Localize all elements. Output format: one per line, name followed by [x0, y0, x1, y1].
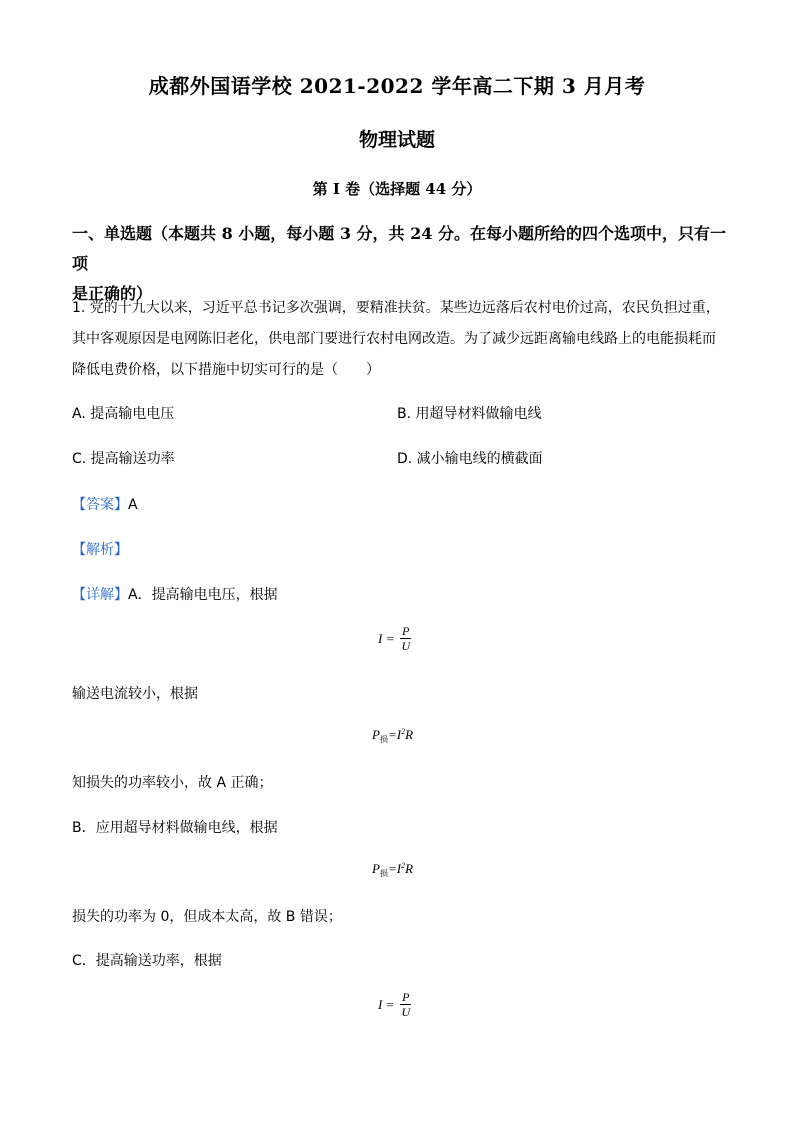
formula-2-p: P — [372, 727, 380, 742]
formula-4 — [378, 990, 412, 1019]
detail-c-line: C．提高输送功率，根据 — [72, 953, 222, 969]
question-1-line-3: 降低电费价格，以下措施中切实可行的是（ ） — [72, 362, 380, 378]
section-heading-line-2: 是正确的） — [72, 284, 153, 303]
formula-4-denominator: U — [401, 1005, 411, 1019]
option-a: A. 提高输电电压 — [72, 406, 175, 422]
exam-title: 成都外国语学校 2021-2022 学年高二下期 3 月月考 — [148, 74, 646, 98]
section-heading-line-1: 一、单选题（本题共 8 小题，每小题 3 分，共 24 分。在每小题所给的四个选项中，只有一项 — [72, 224, 726, 273]
analysis-line — [72, 539, 128, 559]
answer-value: A — [128, 497, 138, 513]
option-b: B. 用超导材料做输电线 — [397, 406, 542, 422]
formula-1-fraction — [399, 624, 412, 653]
formula-3-subscript: 损 — [379, 869, 388, 878]
subject-title: 物理试题 — [358, 129, 435, 151]
formula-4-fraction — [399, 990, 412, 1019]
formula-2 — [372, 727, 413, 745]
formula-3-p: P — [372, 861, 380, 876]
after-b-line: 损失的功率为 0，但成本太高，故 B 错误； — [72, 909, 342, 925]
after-a2-line: 知损失的功率较小，故 A 正确； — [72, 775, 273, 791]
answer-tag: 【答案】 — [72, 497, 128, 513]
formula-3-superscript: 2 — [401, 861, 406, 870]
formula-3-i: =I — [387, 861, 402, 876]
after-a1-line: 输送电流较小，根据 — [72, 686, 198, 702]
formula-2-superscript: 2 — [401, 727, 406, 736]
formula-2-r: R — [405, 727, 414, 742]
question-1-line-1: 1. 党的十九大以来，习近平总书记多次强调，要精准扶贫。某些边远落后农村电价过高，农民负担过重， — [72, 300, 720, 316]
question-1-stem — [72, 293, 732, 386]
formula-1-numerator: P — [402, 624, 410, 638]
formula-2-subscript: 损 — [379, 735, 388, 744]
answer-line — [72, 494, 138, 514]
volume-heading: 第 I 卷（选择题 44 分） — [312, 180, 482, 198]
detail-tag: 【详解】 — [72, 587, 128, 603]
detail-a-line — [72, 584, 278, 604]
option-c: C. 提高输送功率 — [72, 451, 175, 467]
formula-4-numerator: P — [402, 990, 410, 1004]
analysis-tag: 【解析】 — [72, 542, 128, 558]
formula-3-r: R — [405, 861, 414, 876]
formula-2-i: =I — [387, 727, 402, 742]
formula-3 — [372, 861, 413, 879]
formula-1-denominator: U — [401, 639, 411, 653]
formula-1 — [378, 624, 412, 653]
formula-4-lhs: I = — [378, 997, 395, 1012]
question-1-line-2: 其中客观原因是电网陈旧老化，供电部门要进行农村电网改造。为了减少远距离输电线路上的电能损耗而 — [72, 331, 716, 347]
detail-b-line: B．应用超导材料做输电线，根据 — [72, 820, 278, 836]
option-d: D. 减小输电线的横截面 — [397, 451, 543, 467]
formula-1-lhs: I = — [378, 631, 395, 646]
detail-a-text: A．提高输电电压，根据 — [128, 587, 278, 603]
